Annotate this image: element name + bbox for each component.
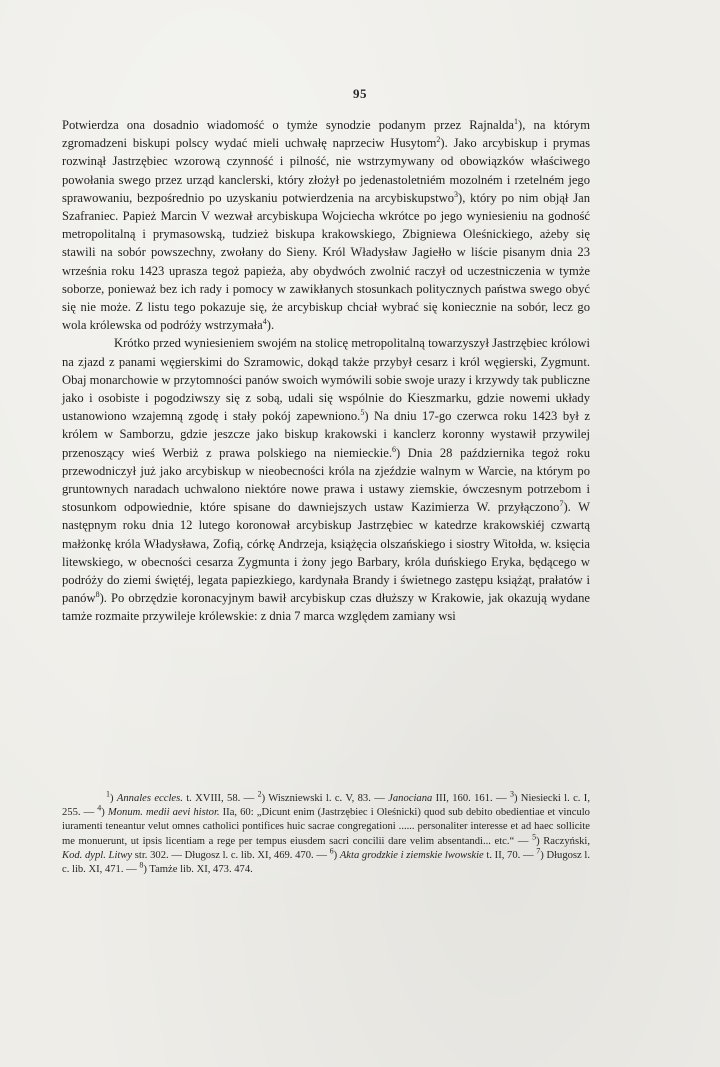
paragraph-2 <box>62 334 590 625</box>
footnote-marker: 8 <box>139 860 144 870</box>
text-run: ). <box>266 318 275 333</box>
footnote-marker: 2 <box>436 135 441 145</box>
italic-citation: Monum. medii aevi histor. <box>107 807 220 819</box>
text-run: ) Na dniu 17-go czerwca roku 1423 był z królem w Samborzu, gdzie jeszcze jako biskup krakowski i kanclerz koronny wystawił przywilej przenoszący wieś Werbiż z prawa polskiego na niemieckie. <box>62 409 590 460</box>
paragraph-1 <box>62 116 590 334</box>
footnote-marker: 4 <box>262 317 267 327</box>
footnote-marker: 2 <box>257 789 262 799</box>
italic-citation: Akta grodzkie i ziemskie lwowskie <box>339 849 484 861</box>
text-run: III, 160. 161. — <box>432 793 510 804</box>
text-run: ). W następnym roku dnia 12 lutego koronował arcybiskup Jastrzębiec w katedrze krakowskiéj czwartą małżonkę króla Władysława, Zofią, córkę Andrzeja, książęcia olszańskiego i siostry Witołda, w. księcia litewskiego, w obecności cesarza Zygmunta i żony jego Barbary, króla duńskiego Eryka, będącego w podróży do ziemi świętéj, legata papiezkiego, kardynała Brandy i świetnego zastępu książąt, prałatów i panów <box>62 500 590 606</box>
page-number: 95 <box>353 86 367 101</box>
text-run: t. II, 70. — <box>483 849 537 861</box>
text-run: ). Po obrzędzie koronacyjnym bawił arcybiskup czas dłuższy w Krakowie, jak okazują wydane tamże rozmaite przywileje królewskie: z dnia 7 marca względem zamiany wsi <box>62 591 590 624</box>
text-run: ) Dnia 28 października tegoż roku przewodniczył już jako arcybiskup w nieobecności króla na zjeździe walnym w Warcie, na którym po gruntownych naradach uchwalono niektóre nowe prawa i ustawy ziemskie, ówczesnym potrzebom i stosunkom odpowiednie, które spisane do dawniejszych ustaw Kazimierza W. przyłączono <box>62 445 590 515</box>
text-run: ) Niesiecki l. c. I, 255. — <box>62 793 590 819</box>
footnote-marker: 3 <box>454 189 459 199</box>
text-run: ) Długosz l. c. lib. XI, 471. — <box>62 849 591 876</box>
footnotes <box>62 789 591 877</box>
text-run: str. 302. — Długosz l. c. lib. XI, 469. 470. — <box>132 849 330 861</box>
text-run: ) Raczyński, <box>536 835 590 847</box>
text-run: ) <box>333 849 340 861</box>
text-run: ) Wiszniewski l. c. V, 83. — <box>261 793 389 804</box>
text-run: ) <box>101 807 108 819</box>
footnote-marker: 8 <box>95 590 100 600</box>
footnote-marker: 1 <box>106 789 110 799</box>
footnote-marker: 3 <box>509 789 514 799</box>
text-run: t. XVIII, 58. — <box>182 793 258 804</box>
footnote-marker: 1 <box>514 116 519 126</box>
footnote-marker: 5 <box>360 408 365 418</box>
text-run: ), na którym zgromadzeni biskupi polscy wydać mieli uchwałę naprzeciw Husytom <box>62 118 591 151</box>
footnote-marker: 7 <box>559 499 564 509</box>
italic-citation: Annales eccles. <box>116 793 183 804</box>
footnote-marker: 4 <box>97 803 102 813</box>
text-run: Krótko przed wyniesieniem swojém na stolicę metropolitalną towarzyszył Jastrzębiec królowi na zjazd z panami węgierskimi do Szramowic, dokąd także przybył cesarz i król węgierski, Zygmunt. Obaj monarchowie w przytomności panów swoich wymówili sobie swoje urazy i krzywdy tak publiczne jako i osobiste i pogodziwszy się z sobą, udali się wspólnie do Kieszmarku, gdzie nowemi układy ustanowiono wzajemną zgodę i stały pokój zapewniono. <box>62 336 590 424</box>
text-run: ), który po nim objął Jan Szafraniec. Papież Marcin V wezwał arcybiskupa Wojciecha wkrótce po jego wyniesieniu na godność metropolitalną i prymasowską, tudzież biskupa krakowskiego, Zbigniewa Oleśnickiego, ażeby się stawili na sobór powszechny, zwołany do Sieny. Król Władysław Jagiełło w liście pisanym dnia 23 września roku 1423 uprasza tegoż papieża, aby obydwóch zwolnić raczył od uczestniczenia w tymże soborze, ponieważ bez ich rady i pomocy w zawikłanych stosunkach politycznych państwa swego obyć się nie może. Z listu tego pokazuje się, że arcybiskup chciał wybrać się koniecznie na sobór, lecz go wola królewska od podróży wstrzymała <box>62 190 590 333</box>
text-run: IIa, 60: „Dicunt enim (Jastrzębiec i Oleśnicki) quod sub debito obedientiae et vinculo iuramenti teneantur velut omnes catholici pontifices huic sacrae congregationi ...... personaliter interesse et ad haec sollicite me monuerunt, ut ipsis licentiam a rege per tempus eiusdem sacri concilii dare velim absentandi... etc.“ — <box>62 807 590 847</box>
italic-citation: Kod. dypl. Litwy <box>62 849 133 861</box>
footnote-marker: 5 <box>532 832 537 842</box>
footnote-marker: 6 <box>392 444 396 454</box>
italic-citation: Janociana <box>388 793 433 804</box>
text-run: Potwierdza ona dosadnio wiadomość o tymże synodzie podanym przez Rajnalda <box>62 118 515 132</box>
footnote-block <box>62 789 591 877</box>
text-run: ) Tamże lib. XI, 473. 474. <box>143 864 253 876</box>
text-run: ). Jako arcybiskup i prymas rozwinął Jastrzębiec wzorową czynność i pilność, nie wstrzymywany od obowiązków właściwego powołania swego przez urząd kanclerski, który złożył po jedenastoletniém mozolném i rzetelném jego sprawowaniu, bezpośrednio po uzyskaniu potwierdzenia na arcybiskupstwo <box>62 136 590 205</box>
main-text <box>62 116 590 626</box>
footnote-marker: 7 <box>536 846 541 856</box>
footnote-marker: 6 <box>329 846 334 856</box>
text-run: ) <box>110 793 117 804</box>
